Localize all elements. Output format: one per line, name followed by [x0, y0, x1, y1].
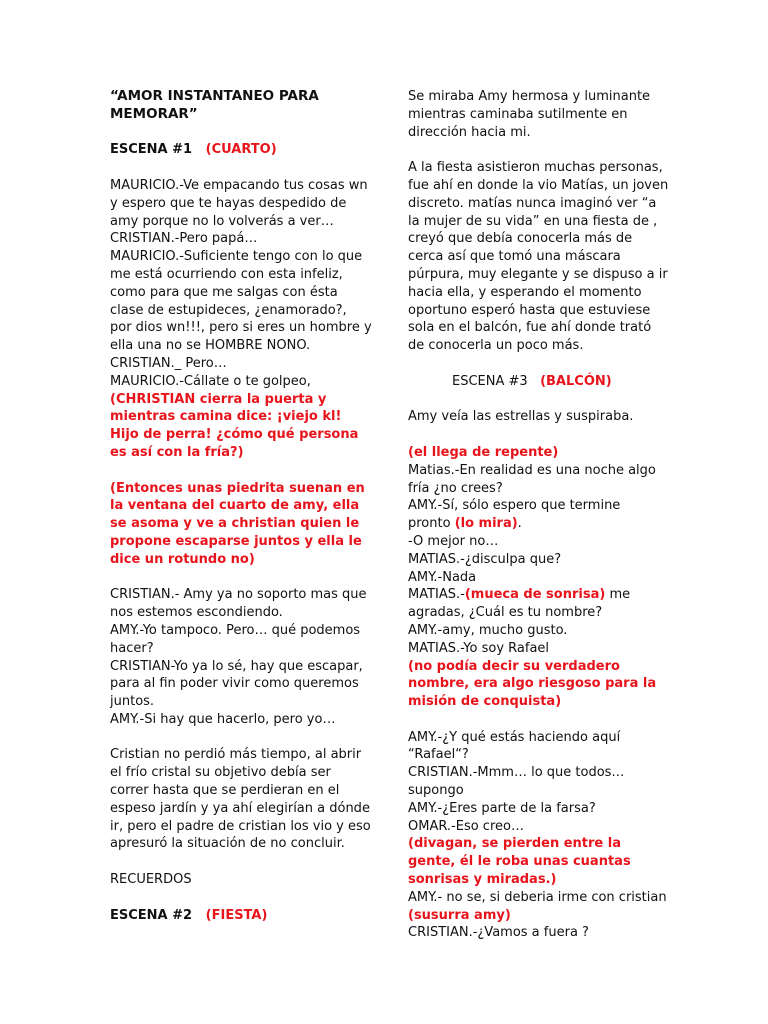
scene-3-place: (BALCÓN)	[540, 373, 612, 389]
right-column	[408, 88, 670, 942]
scene-2-label: ESCENA #2	[110, 907, 193, 923]
dialogue-text: me agradas, ¿Cuál es tu nombre?	[408, 587, 631, 621]
dialogue-line	[408, 586, 670, 622]
scene-1-dialogue: MAURICIO.-Ve empacando tus cosas wn y espero que te hayas despedido de amy porque no lo volverás a ver… CRISTIAN.-Pero papá… MAURICIO.-Suficiente tengo con lo que me está ocurriendo con esta infeliz, como para que me salgas con ésta clase de estupideces, ¿enamorado?, por dios wn!!!, pero si eres un hombre y ella una no se HOMBRE NONO. CRISTIAN._ Pero… MAURICIO.-Cállate o te golpeo,	[110, 177, 372, 389]
dialogue-text: .	[517, 516, 522, 532]
dialogue-block: CRISTIAN.- Amy ya no soporto mas que nos estemos escondiendo. AMY.-Yo tampoco. Pero… qué podemos hacer? CRISTIAN-Yo ya lo sé, hay que escapar, para al fin poder vivir como queremos juntos. AMY.-Si hay que hacerlo, pero yo…	[110, 587, 367, 727]
stage-direction: (CHRISTIAN cierra la puerta y mientras camina dice: ¡viejo kl! Hijo de perra! ¿cómo qué persona es así con la fría?)	[110, 391, 359, 460]
scene-3-heading	[408, 373, 670, 391]
narrative-paragraph: A la fiesta asistieron muchas personas, fue ahí en donde la vio Matías, un joven discreto. matías nunca imaginó ver “a la mujer de su vida” en una fiesta de , creyó que debía conocerla más de cerca así que tomó una máscara púrpura, muy elegante y se dispuso a ir hacia ella, y esperando el momento oportuno esperó hasta que estuviese sola en el balcón, fue ahí donde trató de conocerla un poco más.	[408, 160, 669, 354]
dialogue-text: MATIAS.-	[408, 587, 465, 603]
dialogue-line: CRISTIAN.-¿Vamos a fuera ?	[408, 925, 589, 941]
scene-1-label: ESCENA #1	[110, 142, 193, 158]
scene-1-heading	[110, 141, 372, 159]
narrative-paragraph: Se miraba Amy hermosa y luminante mientras caminaba sutilmente en dirección hacia mi.	[408, 89, 651, 140]
stage-direction: (mueca de sonrisa)	[464, 587, 606, 603]
dialogue-block: Matias.-En realidad es una noche algo fría ¿no crees? AMY.-Sí, sólo espero que termine	[408, 462, 656, 514]
left-column	[110, 88, 372, 924]
dialogue-block: AMY.-amy, mucho gusto. MATIAS.-Yo soy Rafael	[408, 622, 568, 656]
stage-direction: (susurra amy)	[408, 907, 511, 923]
dialogue-line	[408, 515, 670, 533]
scene-1-place: (CUARTO)	[205, 142, 277, 158]
scene-2-place: (FIESTA)	[205, 907, 268, 923]
recuerdos-label: RECUERDOS	[110, 872, 192, 888]
stage-direction: (lo mira)	[454, 516, 518, 532]
stage-direction: (el llega de repente)	[408, 444, 559, 460]
narrative-paragraph: Cristian no perdió más tiempo, al abrir el frío cristal su objetivo debía ser correr hasta que se perdieran en el espeso jardín y ya ahí elegirían a dónde ir, pero el padre de cristian los vio y eso apresuró la situación de no concluir.	[110, 747, 371, 852]
dialogue-block: AMY.-¿Y qué estás haciendo aquí “Rafael“? CRISTIAN.-Mmm… lo que todos… supongo AMY.-¿Eres parte de la farsa? OMAR.-Eso creo…	[408, 729, 625, 834]
narrative-line: Amy veía las estrellas y suspiraba.	[408, 409, 634, 425]
dialogue-text: pronto	[408, 516, 455, 532]
stage-direction: (divagan, se pierden entre la gente, él le roba unas cuantas sonrisas y miradas.)	[408, 836, 631, 888]
scene-3-label: ESCENA #3	[452, 373, 528, 389]
stage-direction: (no podía decir su verdadero nombre, era algo riesgoso para la misión de conquista)	[408, 658, 657, 710]
stage-direction: (Entonces unas piedrita suenan en la ventana del cuarto de amy, ella se asoma y ve a christian quien le propone escaparse juntos y ella le dice un rotundo no)	[110, 480, 365, 567]
dialogue-block: AMY.- no se, si deberia irme con cristian	[408, 889, 667, 905]
scene-2-heading	[110, 907, 372, 925]
dialogue-block: -O mejor no… MATIAS.-¿disculpa que? AMY.-Nada	[408, 533, 562, 585]
document-title: “AMOR INSTANTANEO PARA MEMORAR”	[110, 88, 319, 122]
